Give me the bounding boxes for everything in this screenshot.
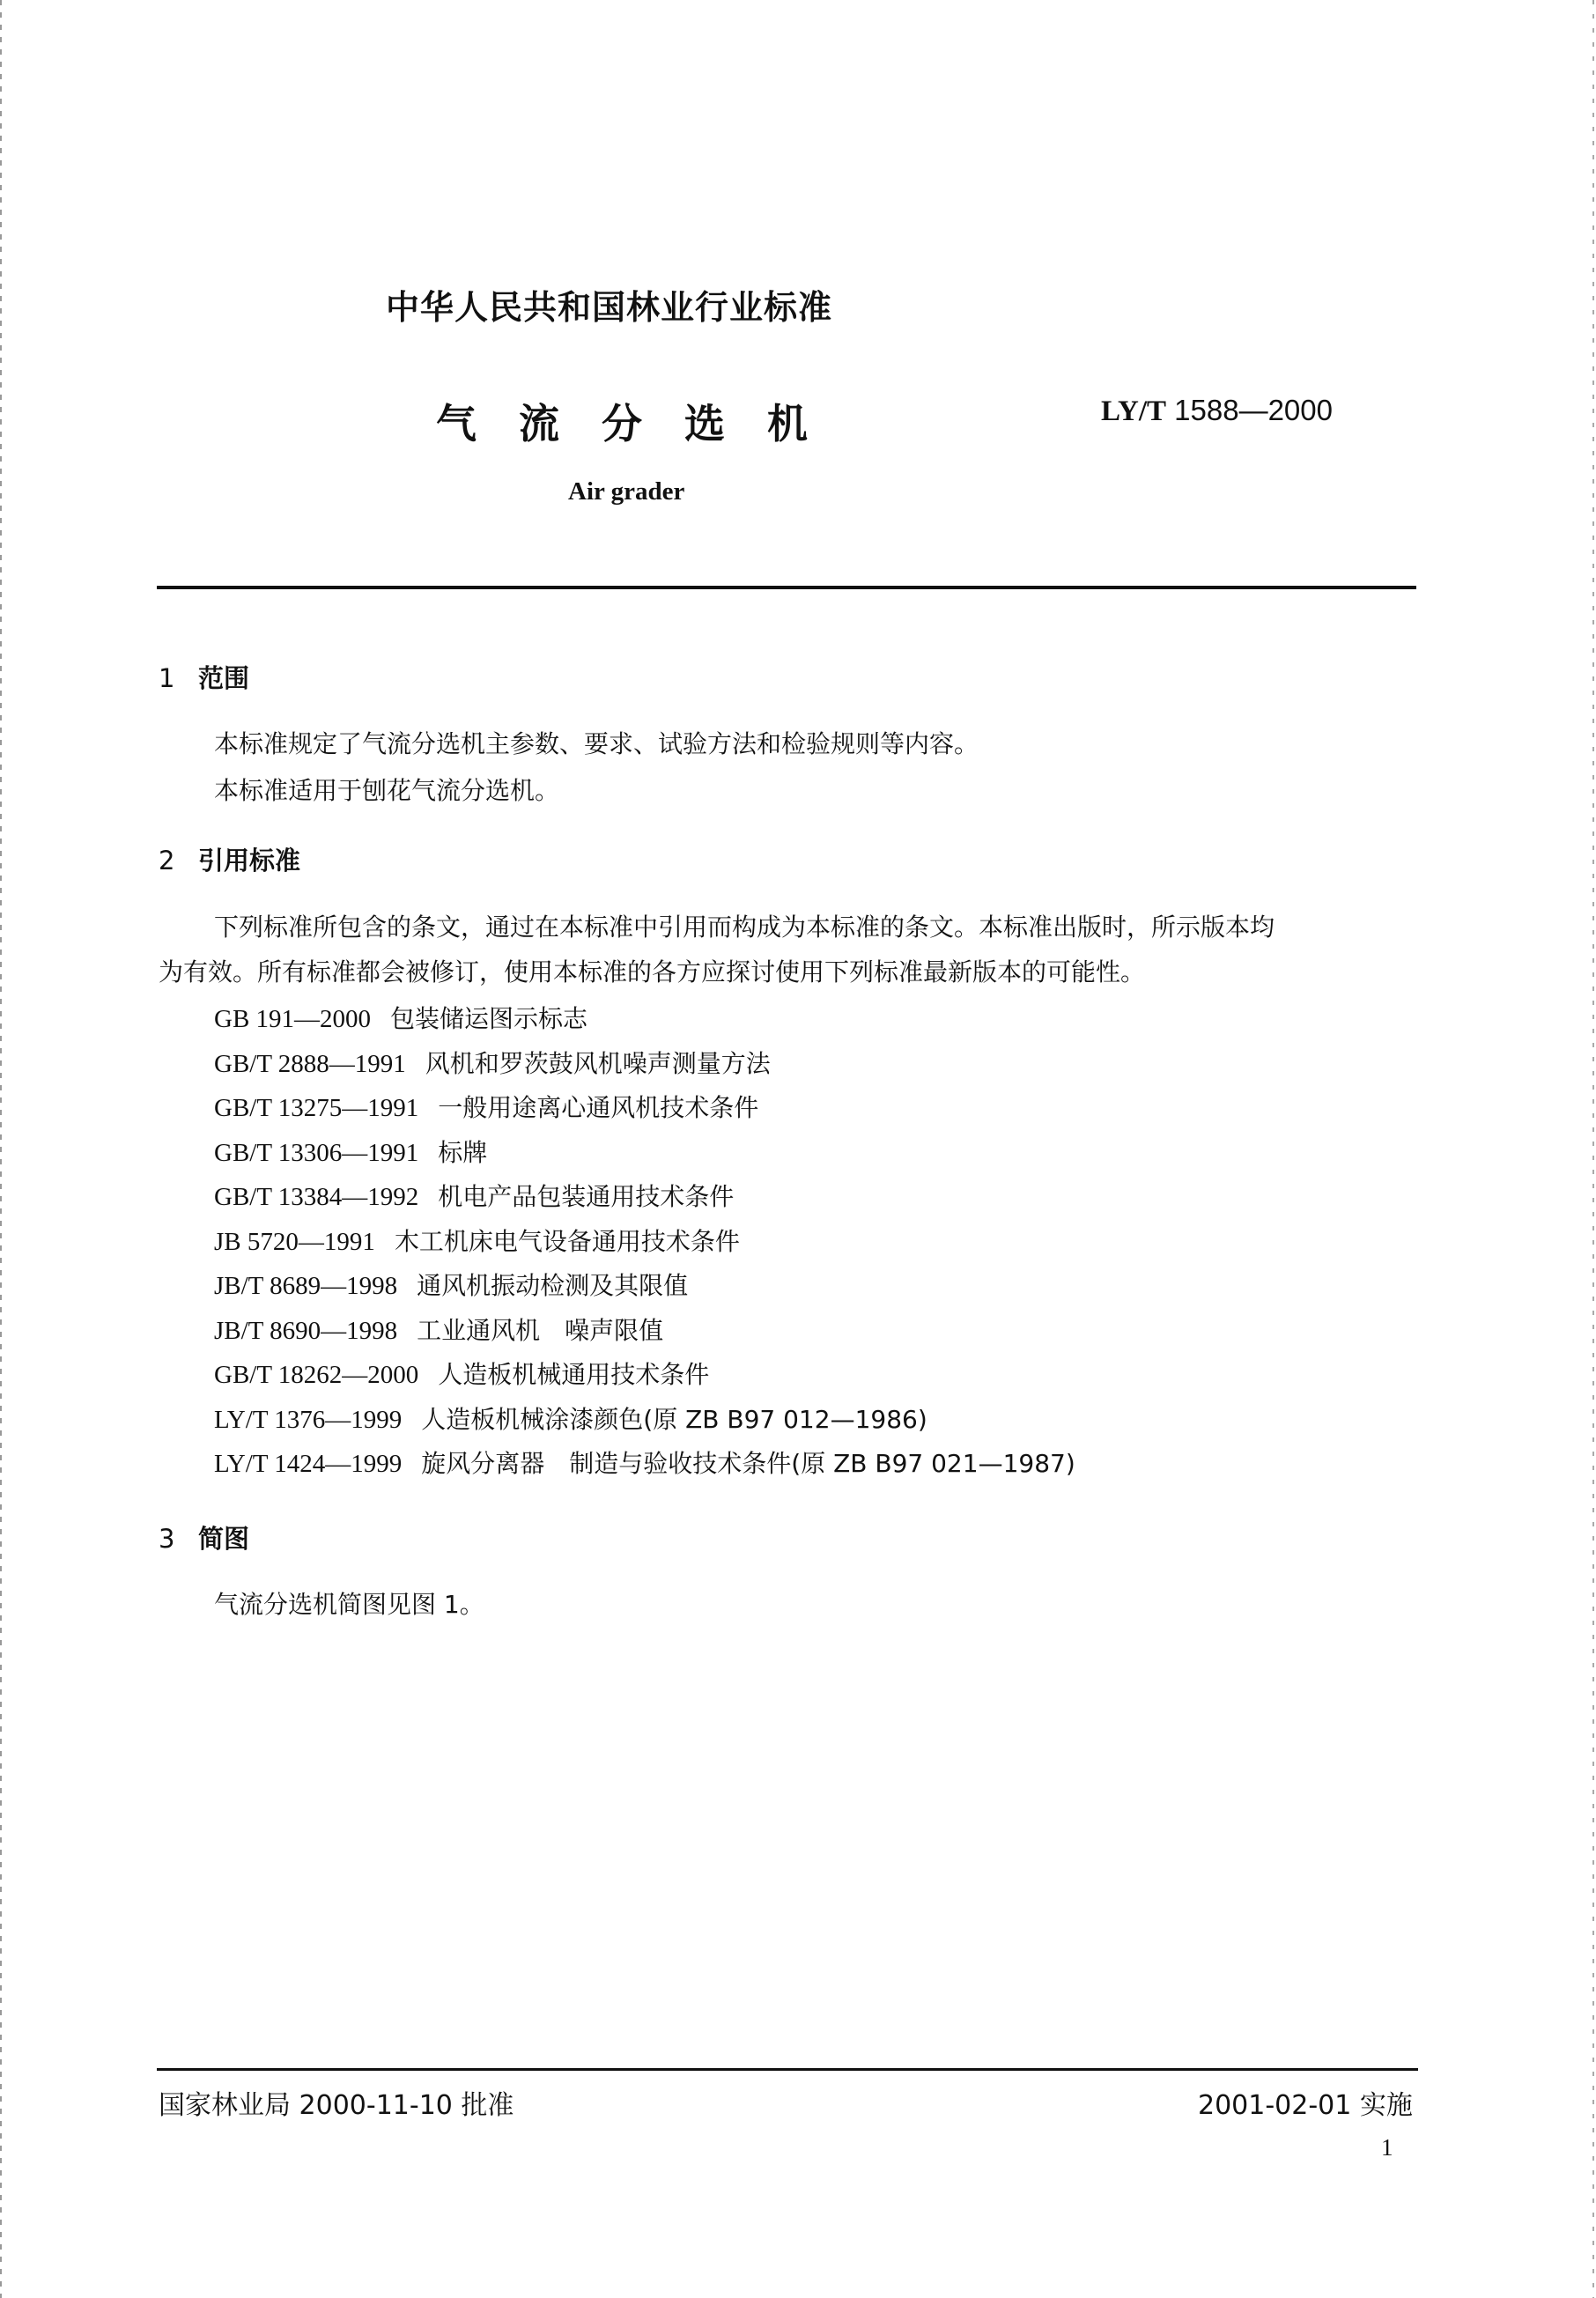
standard-code-prefix: LY/T	[1101, 395, 1166, 427]
reference-code: LY/T 1376—1999	[214, 1405, 403, 1434]
reference-title: 工业通风机 噪声限值	[417, 1315, 664, 1345]
reference-code: LY/T 1424—1999	[214, 1450, 403, 1478]
references-intro-line-2: 为有效。所有标准都会被修订，使用本标准的各方应探讨使用下列标准最新版本的可能性。	[159, 957, 1146, 986]
section-title: 引用标准	[198, 846, 301, 876]
reference-item	[214, 1086, 1075, 1131]
scope-paragraph-1: 本标准规定了气流分选机主参数、要求、试验方法和检验规则等内容。	[214, 729, 979, 758]
section-heading-references	[159, 841, 300, 877]
header-divider	[157, 586, 1416, 589]
reference-item	[214, 1042, 1075, 1087]
approval-date: 国家林业局 2000-11-10 批准	[159, 2090, 514, 2121]
reference-title: 通风机振动检测及其限值	[417, 1271, 689, 1300]
reference-code: GB/T 18262—2000	[214, 1361, 419, 1389]
reference-title: 风机和罗茨鼓风机噪声测量方法	[425, 1048, 771, 1078]
reference-item	[214, 1398, 1075, 1443]
section-heading-scope	[159, 659, 249, 695]
reference-code: GB/T 13384—1992	[214, 1183, 419, 1211]
reference-code: GB/T 13306—1991	[214, 1138, 419, 1167]
reference-item	[214, 997, 1075, 1042]
standard-code	[1101, 394, 1333, 428]
standard-code-number: 1588—2000	[1174, 394, 1333, 426]
scope-paragraph-2: 本标准适用于刨花气流分选机。	[214, 776, 560, 805]
reference-title: 一般用途离心通风机技术条件	[438, 1093, 759, 1122]
section-heading-diagram	[159, 1519, 249, 1555]
reference-title: 人造板机械涂漆颜色(原 ZB B97 012—1986)	[421, 1404, 927, 1434]
section-number: 1	[159, 663, 175, 693]
reference-code: JB/T 8689—1998	[214, 1272, 398, 1300]
reference-item	[214, 1264, 1075, 1309]
document-title: 气流分选机	[436, 400, 850, 447]
implementation-date: 2001-02-01 实施	[1198, 2090, 1413, 2121]
reference-code: GB 191—2000	[214, 1005, 372, 1033]
reference-item	[214, 1131, 1075, 1176]
reference-item	[214, 1309, 1075, 1354]
reference-list	[214, 997, 1075, 1487]
reference-title: 旋风分离器 制造与验收技术条件(原 ZB B97 021—1987)	[421, 1449, 1075, 1478]
reference-title: 标牌	[438, 1137, 488, 1167]
scan-edge-left	[0, 0, 2, 2298]
section-number: 2	[159, 846, 175, 876]
reference-code: GB/T 13275—1991	[214, 1094, 419, 1122]
reference-code: JB/T 8690—1998	[214, 1316, 398, 1345]
document-title-english: Air grader	[568, 477, 685, 506]
section-number: 3	[159, 1524, 175, 1554]
reference-code: GB/T 2888—1991	[214, 1049, 406, 1078]
section-title: 范围	[198, 663, 250, 693]
reference-title: 机电产品包装通用技术条件	[438, 1182, 735, 1211]
references-intro-line-1: 下列标准所包含的条文，通过在本标准中引用而构成为本标准的条文。本标准出版时，所示版本均	[214, 913, 1275, 942]
section-title: 简图	[198, 1524, 250, 1554]
reference-title: 木工机床电气设备通用技术条件	[394, 1226, 740, 1256]
reference-item	[214, 1353, 1075, 1398]
reference-title: 人造板机械通用技术条件	[438, 1360, 710, 1389]
footer-divider	[157, 2068, 1418, 2071]
diagram-paragraph: 气流分选机简图见图 1。	[214, 1590, 484, 1619]
reference-title: 包装储运图示标志	[390, 1004, 588, 1033]
reference-item	[214, 1175, 1075, 1220]
reference-item	[214, 1220, 1075, 1265]
page-number: 1	[1381, 2134, 1393, 2161]
reference-code: JB 5720—1991	[214, 1227, 375, 1256]
reference-item	[214, 1442, 1075, 1487]
scan-edge-right	[1592, 0, 1594, 2298]
standard-organization-header: 中华人民共和国林业行业标准	[386, 288, 833, 327]
